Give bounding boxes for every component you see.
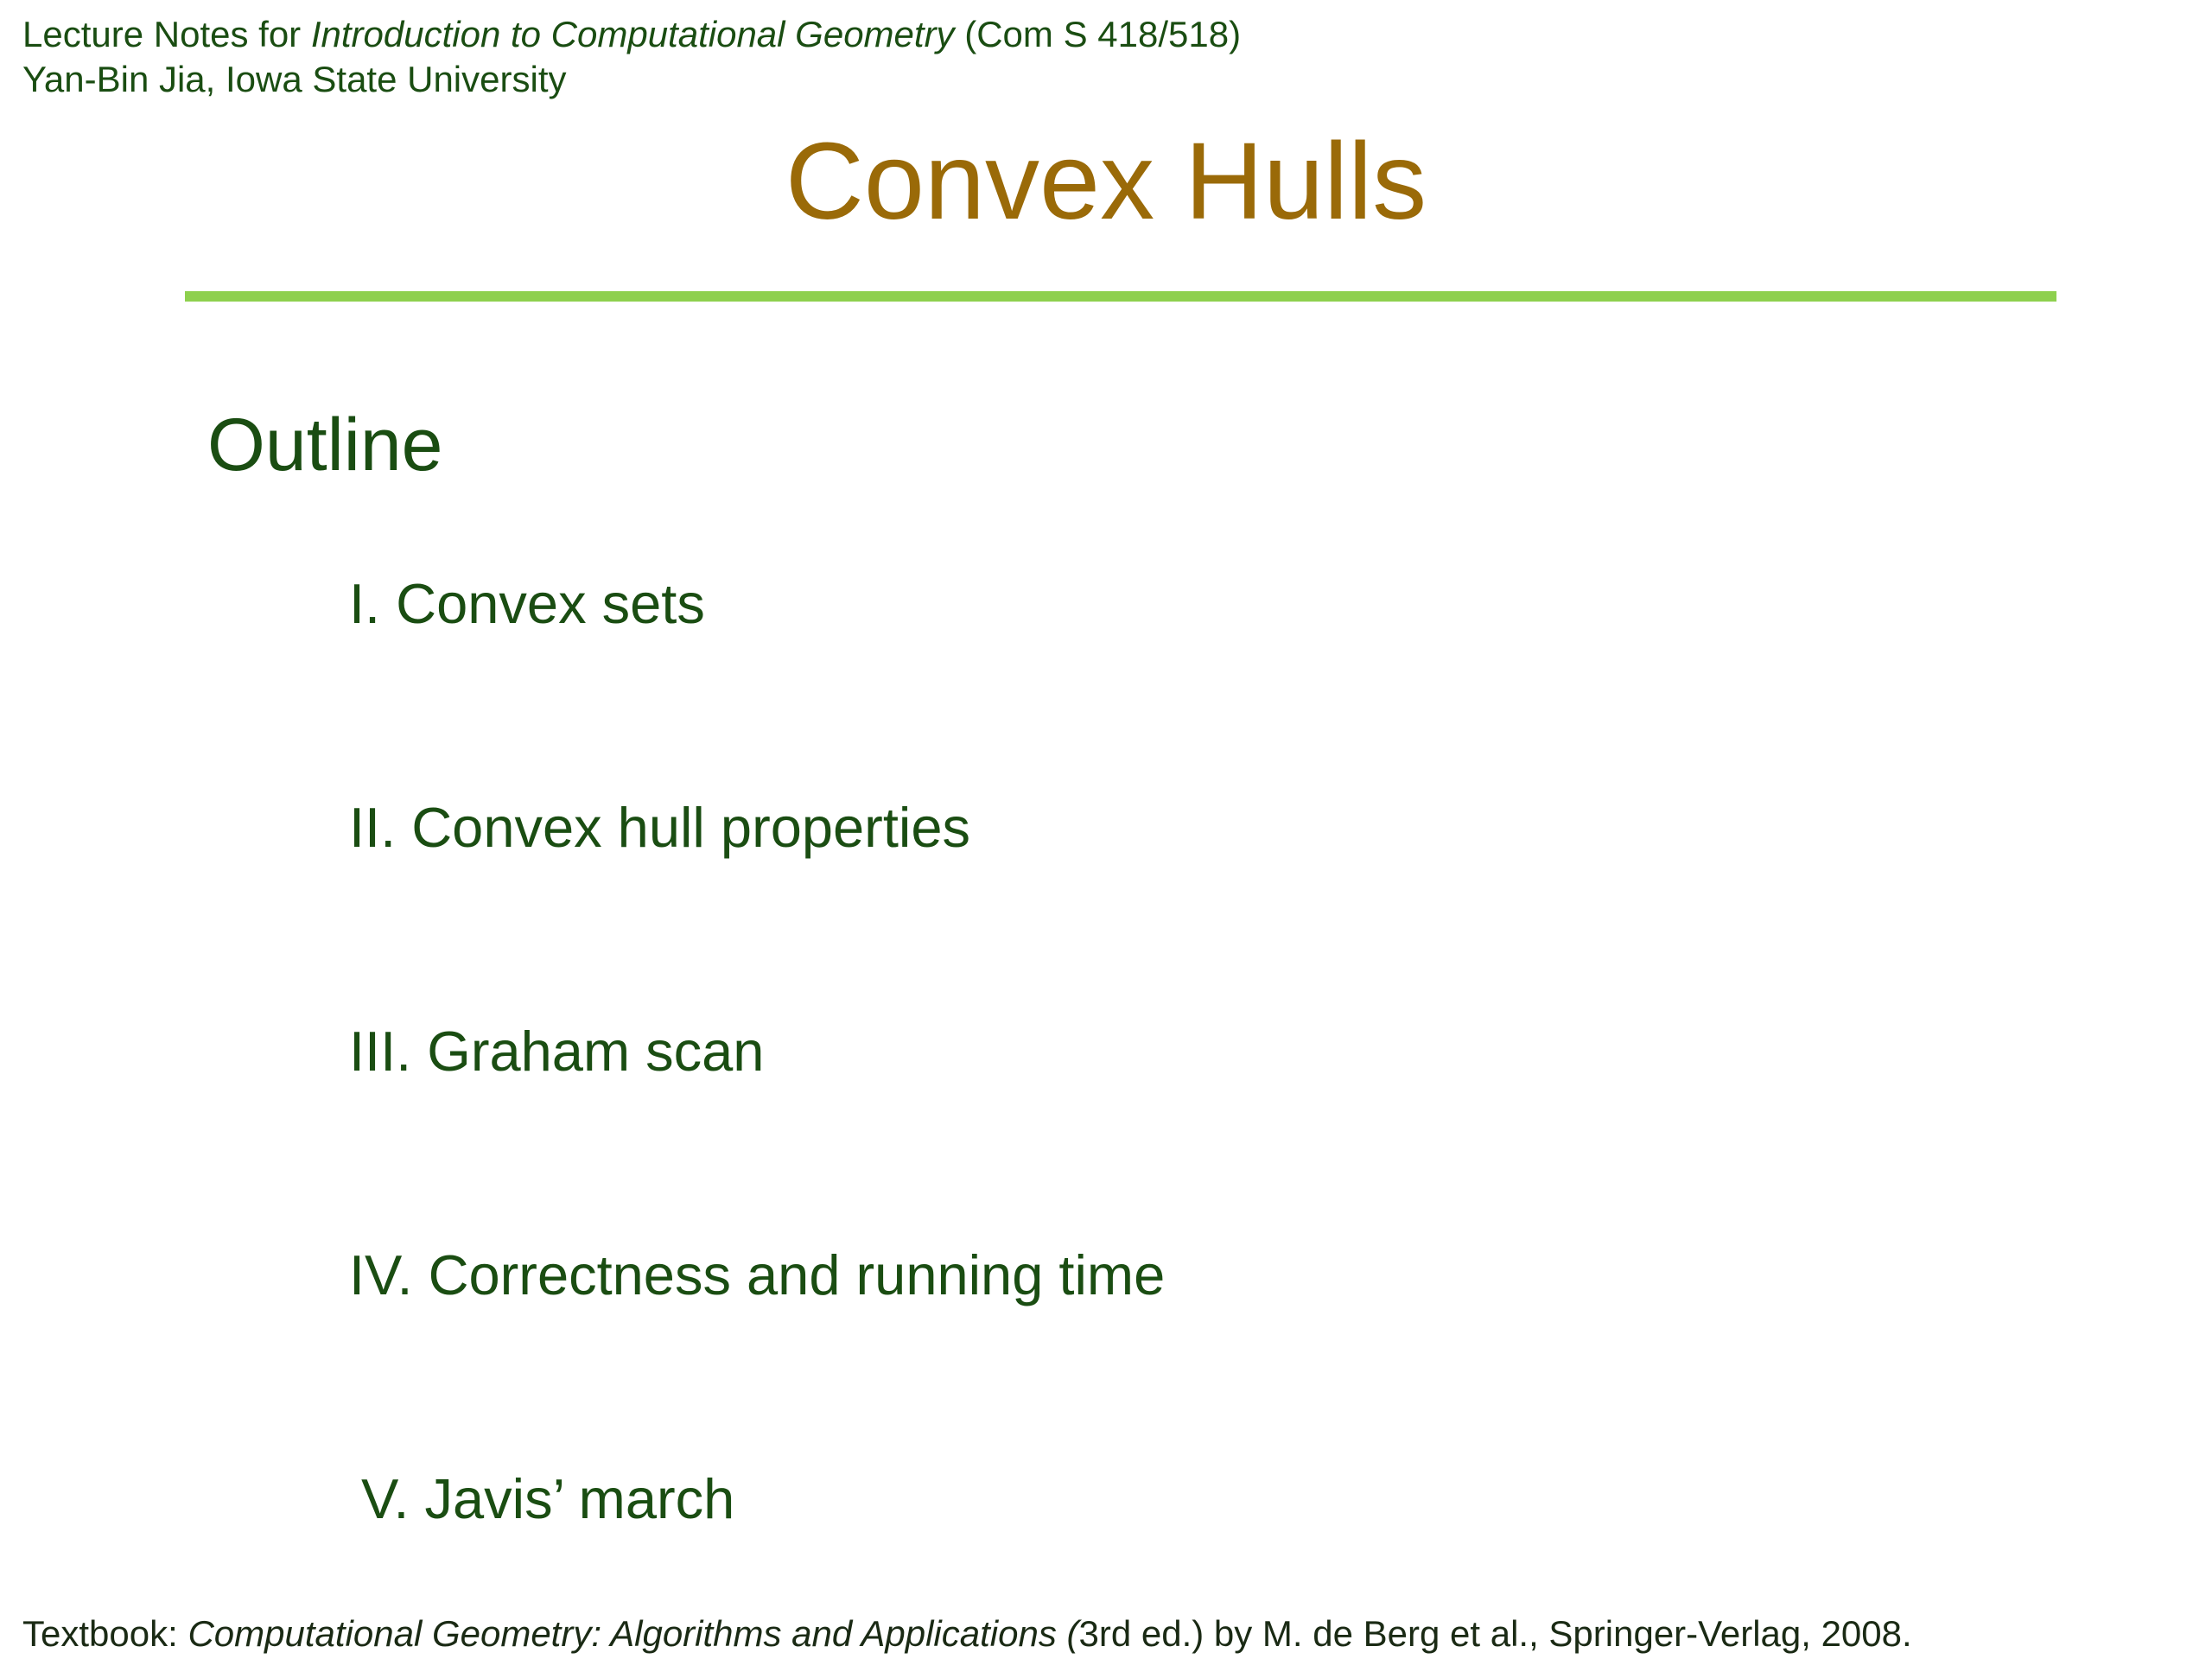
outline-item-javis-march: V. Javis’ march bbox=[361, 1467, 735, 1530]
outline-item-correctness-running-time: IV. Correctness and running time bbox=[349, 1243, 1166, 1306]
outline-item-convex-hull-properties: II. Convex hull properties bbox=[349, 796, 970, 859]
header-prefix: Lecture Notes for bbox=[22, 14, 311, 54]
outline-item-graham-scan: III. Graham scan bbox=[349, 1020, 765, 1083]
textbook-footer bbox=[22, 1611, 1912, 1656]
course-number: (Com S 418/518) bbox=[954, 14, 1242, 54]
footer-prefix: Textbook: bbox=[22, 1613, 188, 1654]
course-title: Introduction to Computational Geometry bbox=[310, 14, 955, 54]
slide-title: Convex Hulls bbox=[785, 120, 1427, 242]
header-author-line: Yan-Bin Jia, Iowa State University bbox=[22, 59, 567, 99]
lecture-header bbox=[22, 12, 1241, 102]
footer-citation: 3rd ed.) by M. de Berg et al., Springer-Verlag, 2008. bbox=[1078, 1613, 1912, 1654]
header-course-line bbox=[22, 12, 1241, 57]
textbook-title: Computational Geometry: Algorithms and Applications ( bbox=[188, 1613, 1079, 1654]
outline-item-convex-sets: I. Convex sets bbox=[349, 572, 705, 635]
title-divider bbox=[185, 291, 2056, 302]
outline-heading: Outline bbox=[207, 404, 443, 486]
